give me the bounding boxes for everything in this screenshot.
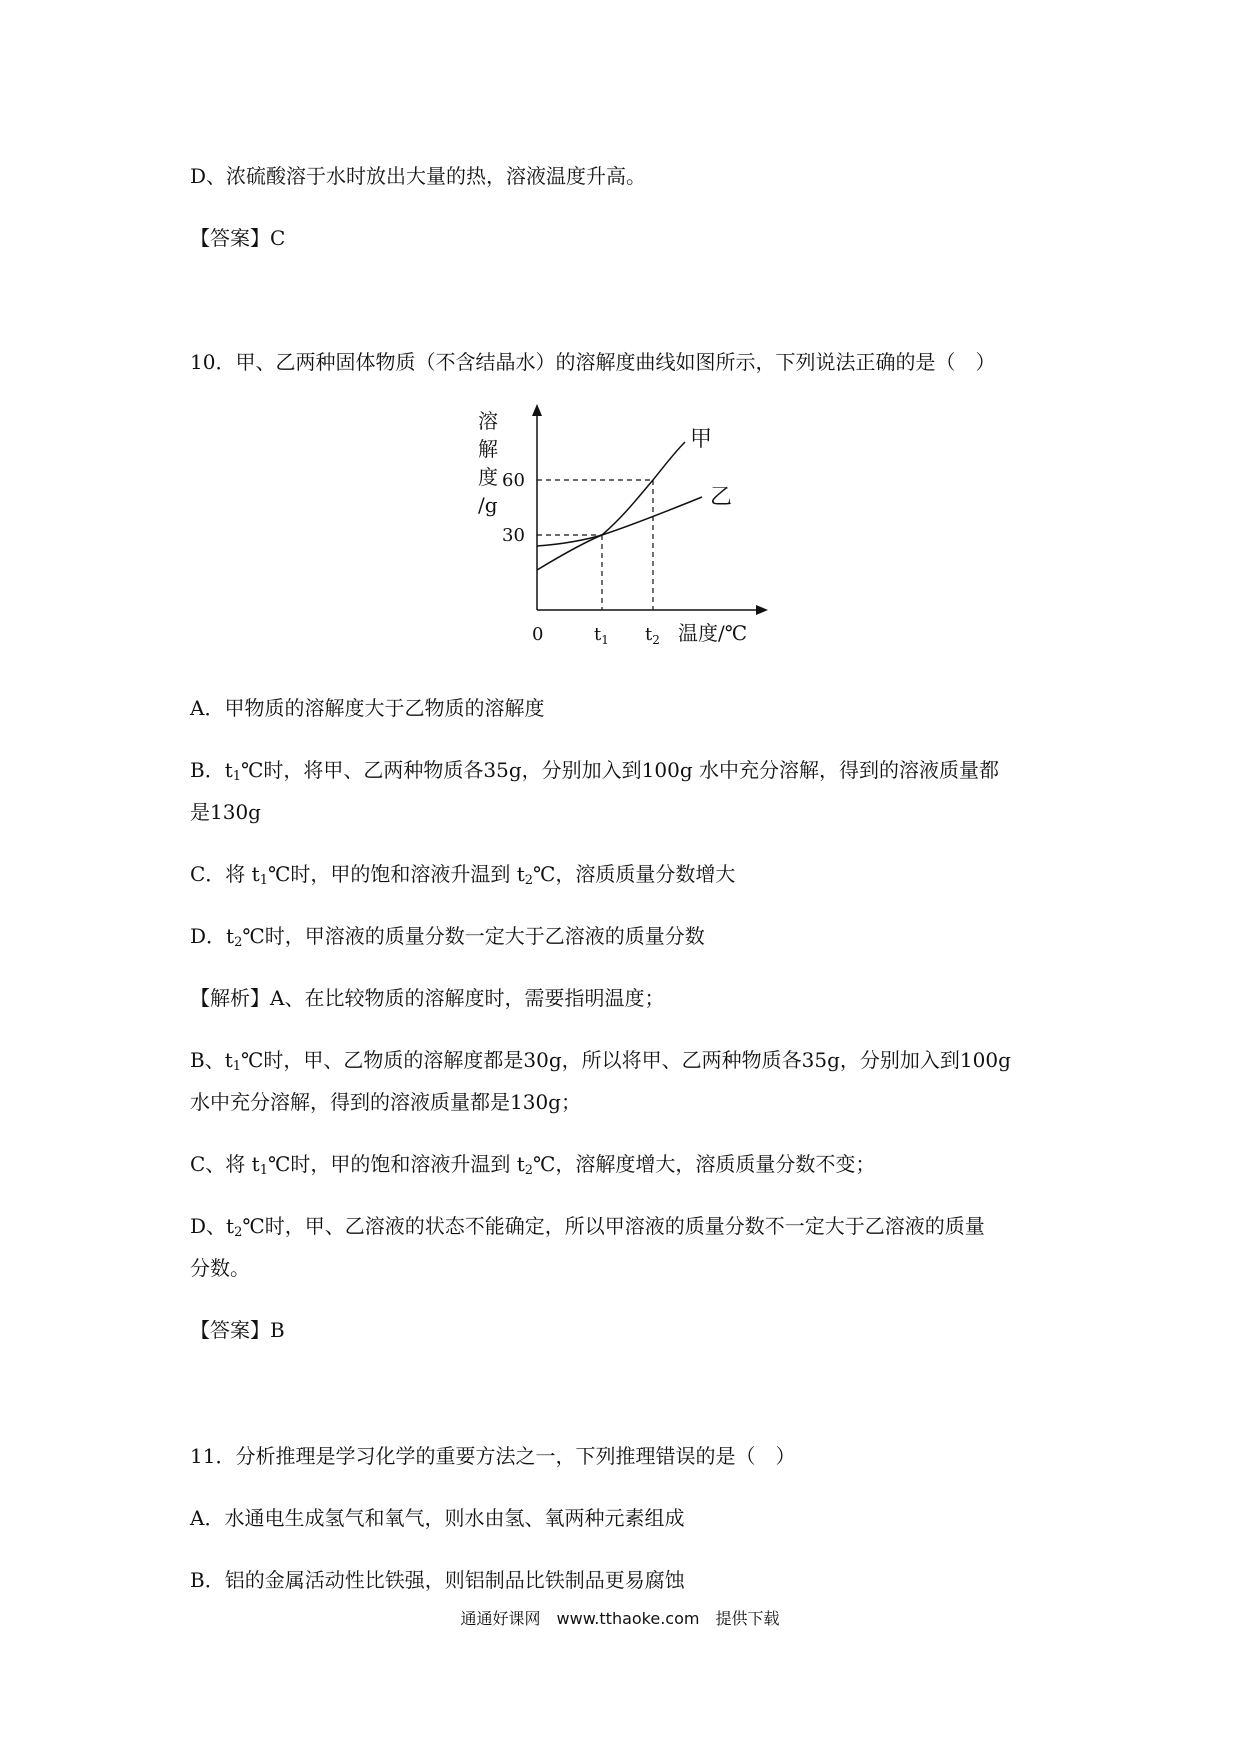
question-11-option-b: B．铝的金属活动性比铁强，则铝制品比铁制品更易腐蚀 bbox=[190, 1568, 685, 1592]
analysis-a: 【解析】A、在比较物质的溶解度时，需要指明温度； bbox=[190, 986, 665, 1010]
series-label-jia: 甲 bbox=[690, 427, 713, 452]
analysis-d-line2: 分数。 bbox=[190, 1256, 250, 1280]
x-axis-arrow bbox=[756, 605, 768, 615]
analysis-d-line1: D、$t_2℃$时，甲、乙溶液的状态不能确定，所以甲溶液的质量分数不一定大于乙溶液的质量 bbox=[190, 1214, 985, 1240]
xlabel: 温度/℃ bbox=[678, 621, 748, 645]
analysis-b-line2: 水中充分溶解，得到的溶液质量都是130g； bbox=[190, 1090, 581, 1114]
solubility-chart bbox=[470, 400, 790, 660]
analysis-c: C、将 $t_1℃$时，甲的饱和溶液升温到 $t_2℃$，溶解度增大，溶质质量分数不变； bbox=[190, 1152, 876, 1178]
question-10: 10．甲、乙两种固体物质（不含结晶水）的溶解度曲线如图所示，下列说法正确的是（ ） bbox=[190, 350, 996, 374]
option-d-prev: D、浓硫酸溶于水时放出大量的热，溶液温度升高。 bbox=[190, 164, 647, 188]
xtick-t1: $t_1$ bbox=[594, 624, 609, 647]
question-11: 11．分析推理是学习化学的重要方法之一，下列推理错误的是（ ） bbox=[190, 1444, 796, 1468]
origin-label: 0 bbox=[532, 624, 544, 645]
option-d: D．$t_2℃$时，甲溶液的质量分数一定大于乙溶液的质量分数 bbox=[190, 924, 705, 950]
footer-source: 通通好课网 www.tthaoke.com 提供下载 bbox=[460, 1609, 780, 1628]
ylabel-char-2: 解 bbox=[478, 437, 498, 461]
y-axis-arrow bbox=[532, 404, 542, 416]
option-b-line2: 是130g bbox=[190, 800, 261, 824]
ylabel-char-1: 溶 bbox=[478, 409, 498, 433]
answer-10: 【答案】B bbox=[190, 1318, 285, 1342]
option-a: A．甲物质的溶解度大于乙物质的溶解度 bbox=[190, 696, 545, 720]
series-yi-curve bbox=[537, 497, 702, 546]
question-11-option-a: A．水通电生成氢气和氧气，则水由氢、氧两种元素组成 bbox=[190, 1506, 685, 1530]
ytick-30: 30 bbox=[502, 525, 525, 546]
series-label-yi: 乙 bbox=[710, 485, 733, 510]
ytick-60: 60 bbox=[502, 470, 525, 491]
ylabel-char-3: 度 bbox=[478, 465, 498, 489]
analysis-b-line1: B、$t_1℃$时，甲、乙物质的溶解度都是30g，所以将甲、乙两种物质各35g，分别加入到100g bbox=[190, 1048, 1011, 1074]
option-c: C．将 $t_1℃$时，甲的饱和溶液升温到 $t_2℃$，溶质质量分数增大 bbox=[190, 862, 736, 888]
option-b-line1: B．$t_1℃$时，将甲、乙两种物质各35g，分别加入到100g 水中充分溶解，得到的溶液质量都 bbox=[190, 758, 999, 784]
answer-9: 【答案】C bbox=[190, 226, 286, 250]
ylabel-char-4: /g bbox=[478, 493, 498, 517]
series-jia-curve bbox=[537, 442, 685, 570]
xtick-t2: $t_2$ bbox=[645, 624, 660, 647]
